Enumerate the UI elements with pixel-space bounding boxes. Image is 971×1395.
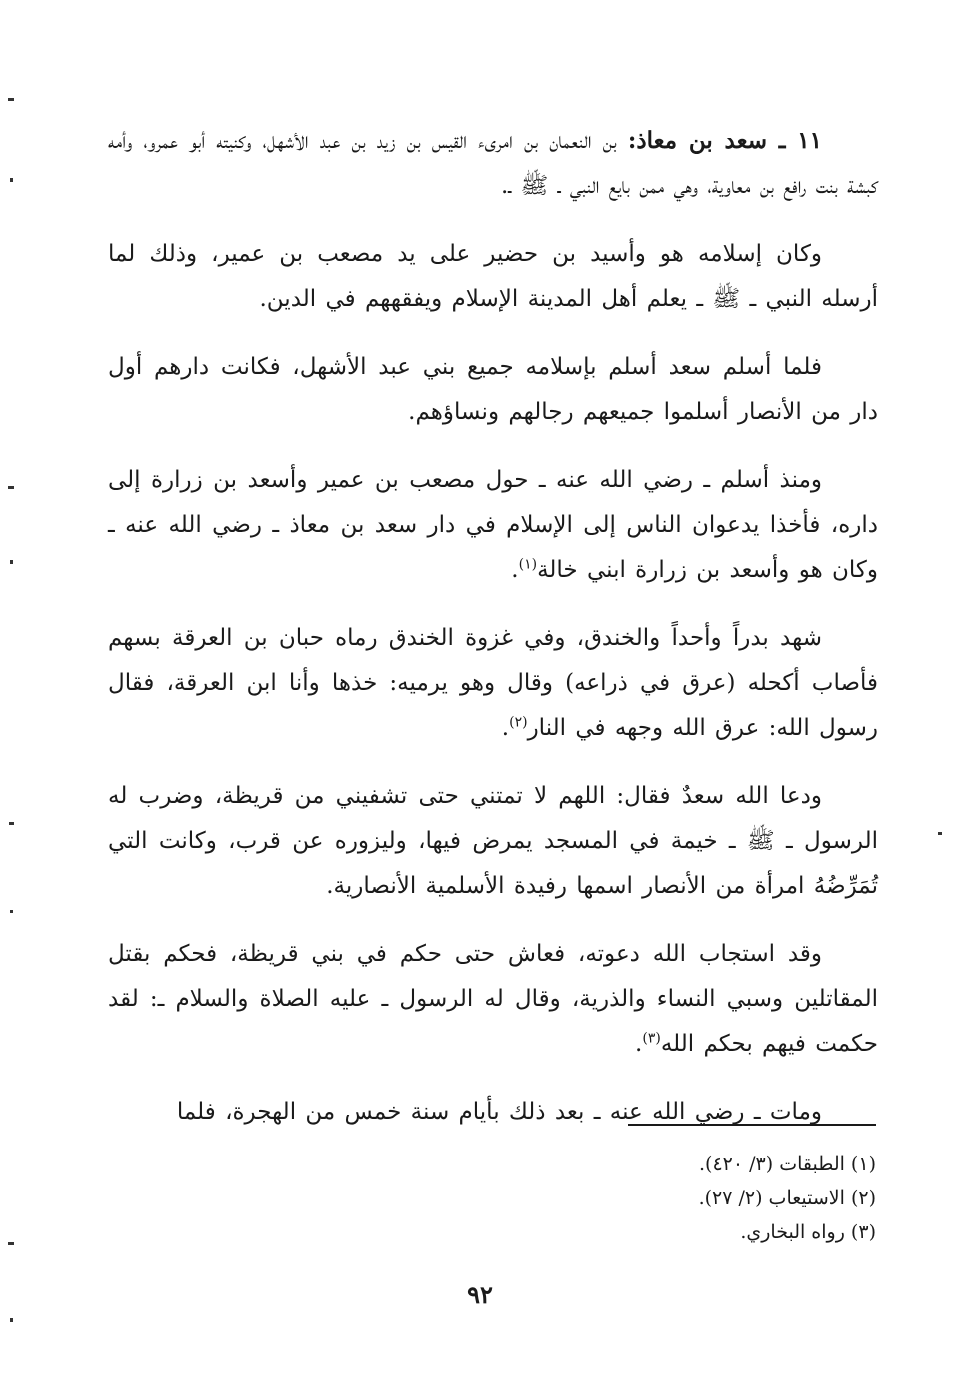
paragraph-1 — [108, 118, 878, 209]
paragraph-text: وقد استجاب الله دعوته، فعاش حتى حكم في بني قريظة، فحكم بقتل المقاتلين وسبي النساء والذرية، وقال له الرسول ـ عليه الصلاة والسلام ـ: لقد حكمت فيهم بحكم الله — [108, 941, 878, 1057]
paragraph-8 — [108, 1090, 878, 1135]
entry-heading: ١١ ـ سعد بن معاذ: — [627, 127, 822, 154]
paragraph-4 — [108, 458, 878, 593]
paragraph-text: ومنذ أسلم ـ رضي الله عنه ـ حول مصعب بن عمير وأسعد بن زرارة إلى داره، فأخذا يدعوان الناس إلى الإسلام في دار سعد بن معاذ ـ رضي الله عنه ـ وكان هو وأسعد بن زرارة ابني خالة — [108, 467, 878, 583]
paragraph-7 — [108, 932, 878, 1067]
paragraph-end: . — [635, 1031, 643, 1057]
paragraph-text: وكان إسلامه هو وأسيد بن حضير على يد مصعب بن عمير، وذلك لما أرسله النبي ـ ﷺ ـ يعلم أهل المدينة الإسلام ويفقههم في الدين. — [108, 241, 878, 312]
footnote-3: (٣) رواه البخاري. — [740, 1221, 876, 1243]
scan-mark — [10, 1318, 13, 1322]
scan-mark — [8, 486, 14, 489]
scan-mark — [10, 560, 13, 564]
footnote-reference[interactable]: (١) — [518, 556, 538, 573]
scan-mark — [10, 178, 13, 182]
scan-mark — [8, 98, 14, 101]
paragraph-6 — [108, 774, 878, 909]
paragraph-end: . — [501, 715, 510, 741]
footnote-divider — [628, 1124, 876, 1126]
paragraph-text: فلما أسلم سعد أسلم بإسلامه جميع بني عبد الأشهل، فكانت دارهم أول دار من الأنصار أسلموا جميعهم رجالهم ونساؤهم. — [108, 354, 878, 425]
paragraph-2 — [108, 232, 878, 322]
paragraph-end: . — [511, 557, 519, 583]
paragraph-text: ودعا الله سعدٌ فقال: اللهم لا تمتني حتى تشفيني من قريظة، وضرب له الرسول ـ ﷺ ـ خيمة في المسجد يمرض فيها، وليزوره عن قرب، وكانت التي تُمَرِّضُهُ امرأة من الأنصار اسمها رفيدة الأسلمية الأنصارية. — [108, 783, 878, 899]
footnote-reference[interactable]: (٢) — [509, 714, 528, 731]
main-text — [108, 118, 878, 1158]
paragraph-3 — [108, 345, 878, 435]
scan-mark — [8, 1242, 14, 1245]
paragraph-text: بن النعمان بن امرىء القيس بن زيد بن عبد الأشهل، وكنيته أبو عمرو، وأمه كبشة بنت رافع بن معاوية، وهي ممن بايع النبي ـ ﷺ ـ. — [108, 128, 878, 199]
footnotes — [500, 1147, 876, 1249]
scan-mark — [938, 832, 942, 835]
paragraph-5 — [108, 616, 878, 751]
footnote-2: (٢) الاستيعاب (٢/ ٢٧). — [698, 1187, 876, 1209]
footnote-1: (١) الطبقات (٣/ ٤٢٠). — [699, 1153, 876, 1175]
page-number: ٩٢ — [467, 1280, 493, 1309]
scan-mark — [10, 910, 13, 913]
paragraph-text: ومات ـ رضي الله عنه ـ بعد ذلك بأيام سنة خمس من الهجرة، فلما — [176, 1099, 822, 1125]
paragraph-text: شهد بدراً وأحداً والخندق، وفي غزوة الخندق رماه حبان بن العرقة بسهم فأصاب أكحله (عرق في ذراعه) وقال وهو يرميه: خذها وأنا ابن العرقة، فقال رسول الله: عرق الله وجهه في النار — [108, 625, 878, 741]
scan-mark — [9, 822, 14, 825]
footnote-reference[interactable]: (٣) — [642, 1030, 661, 1047]
